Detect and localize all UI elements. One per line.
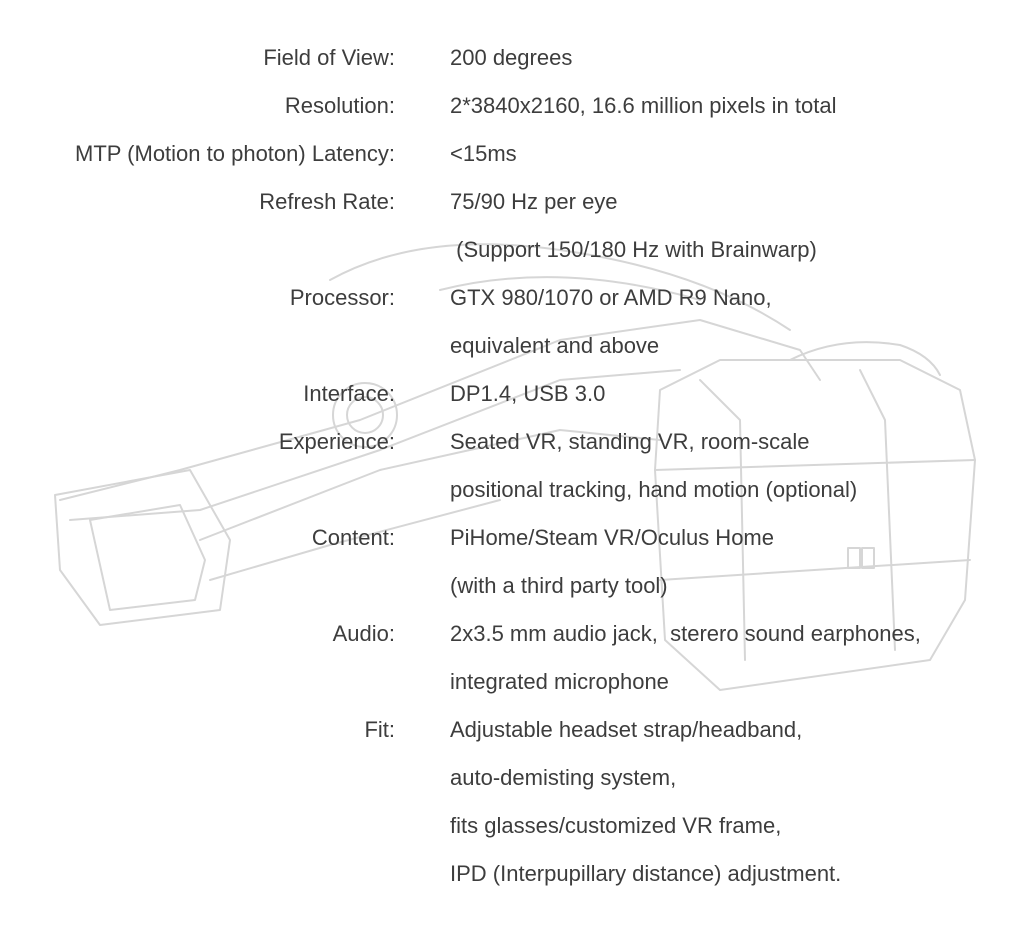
spec-value-content-line-1: PiHome/Steam VR/Oculus Home [450, 525, 774, 550]
spec-value-fit-line-1: Adjustable headset strap/headband, [450, 717, 803, 742]
spec-value-resolution: 2*3840x2160, 16.6 million pixels in total [450, 93, 837, 118]
spec-value-latency: <15ms [450, 141, 517, 166]
spec-value-field-of-view: 200 degrees [450, 45, 573, 70]
spec-value-experience-line-1: Seated VR, standing VR, room-scale [450, 429, 810, 454]
spec-value-refresh-rate-line-2: (Support 150/180 Hz with Brainwarp) [450, 237, 817, 262]
spec-value-fit-line-3: fits glasses/customized VR frame, [450, 813, 782, 838]
spec-label-interface: Interface: [303, 381, 395, 406]
spec-value-processor-line-1: GTX 980/1070 or AMD R9 Nano, [450, 285, 772, 310]
spec-label-content: Content: [311, 525, 395, 550]
spec-label-refresh-rate: Refresh Rate: [259, 189, 395, 214]
spec-label-experience: Experience: [278, 429, 395, 454]
spec-value-fit-line-2: auto-demisting system, [450, 765, 677, 790]
spec-value-audio-line-2: integrated microphone [450, 669, 669, 694]
spec-label-audio: Audio: [332, 621, 395, 646]
spec-label-latency: MTP (Motion to photon) Latency: [75, 141, 395, 166]
spec-value-experience-line-2: positional tracking, hand motion (optional) [450, 477, 858, 502]
spec-label-fit: Fit: [364, 717, 395, 742]
spec-label-resolution: Resolution: [284, 93, 395, 118]
spec-value-content-line-2: (with a third party tool) [450, 573, 668, 598]
spec-value-refresh-rate-line-1: 75/90 Hz per eye [450, 189, 618, 214]
spec-label-processor: Processor: [289, 285, 395, 310]
spec-value-processor-line-2: equivalent and above [450, 333, 660, 358]
spec-value-interface: DP1.4, USB 3.0 [450, 381, 606, 406]
spec-value-fit-line-4: IPD (Interpupillary distance) adjustment. [450, 861, 842, 886]
spec-value-audio-line-1: 2x3.5 mm audio jack, sterero sound earphones, [450, 621, 921, 646]
spec-label-field-of-view: Field of View: [263, 45, 395, 70]
